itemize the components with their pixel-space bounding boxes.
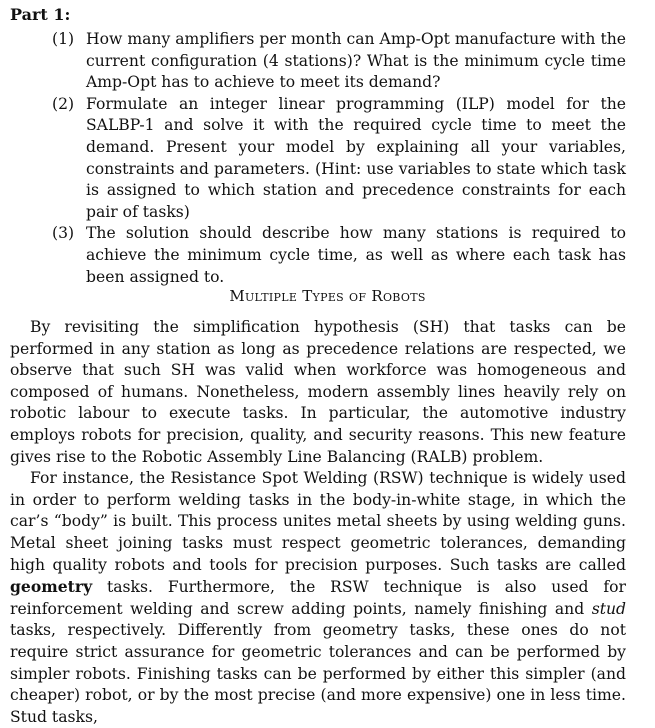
question-item [10, 223, 626, 288]
question-text: Formulate an integer linear programming (ILP) model for the SALBP-1 and solve it with the required cycle time to meet the demand. Present your model by explaining all your variables, constraints and parameters. (Hint: use variables to state which task is assigned to which station and precedence constraints for each pair of tasks) [86, 94, 626, 221]
body-text [10, 317, 626, 728]
paragraph-2-text-c: tasks, respectively. Differently from geometry tasks, these ones do not require strict assurance for geometric tolerances and can be performed by simpler robots. Finishing tasks can be performed by either this simpler (and cheaper) robot, or by the most precise (and more expensive) one in less time. Stud tasks, [10, 621, 626, 726]
question-number: (2) [52, 94, 75, 113]
question-text: How many amplifiers per month can Amp-Opt manufacture with the current configuration (4 stations)? What is the minimum cycle time Amp-Opt has to achieve to meet its demand? [86, 30, 626, 92]
question-text: The solution should describe how many stations is required to achieve the minimum cycle time, as well as where each task has been assigned to. [86, 224, 626, 286]
question-number: (1) [52, 30, 75, 48]
question-number: (3) [52, 224, 75, 243]
stud-term: stud [591, 599, 626, 618]
part-heading: Part 1: [10, 5, 71, 24]
paragraph-2-text-b: tasks. Furthermore, the RSW technique is also used for reinforcement welding and screw adding points, namely finishing and [10, 578, 626, 618]
question-list [10, 29, 626, 288]
paragraph-2-text-a: For instance, the Resistance Spot Welding (RSW) technique is widely used in order to perform welding tasks in the body-in-white stage, in which the car’s “body” is built. This process unites metal sheets by using welding guns. Metal sheet joining tasks must respect geometric tolerances, demanding high quality robots and tools for precision purposes. Such tasks are called [10, 469, 626, 574]
paragraph-1: By revisiting the simplification hypothesis (SH) that tasks can be performed in any station as long as precedence relations are respected, we observe that such SH was valid when workforce was homogeneous and composed of humans. Nonetheless, modern assembly lines heavily rely on robotic labour to execute tasks. In particular, the automotive industry employs robots for precision, quality, and security reasons. This new feature gives rise to the Robotic Assembly Line Balancing (RALB) problem. [10, 318, 626, 466]
paragraph-2 [10, 468, 626, 728]
geometry-term: geometry [10, 577, 93, 597]
question-item [10, 29, 626, 94]
section-title: Multiple Types of Robots [229, 287, 426, 305]
question-item [10, 94, 626, 224]
